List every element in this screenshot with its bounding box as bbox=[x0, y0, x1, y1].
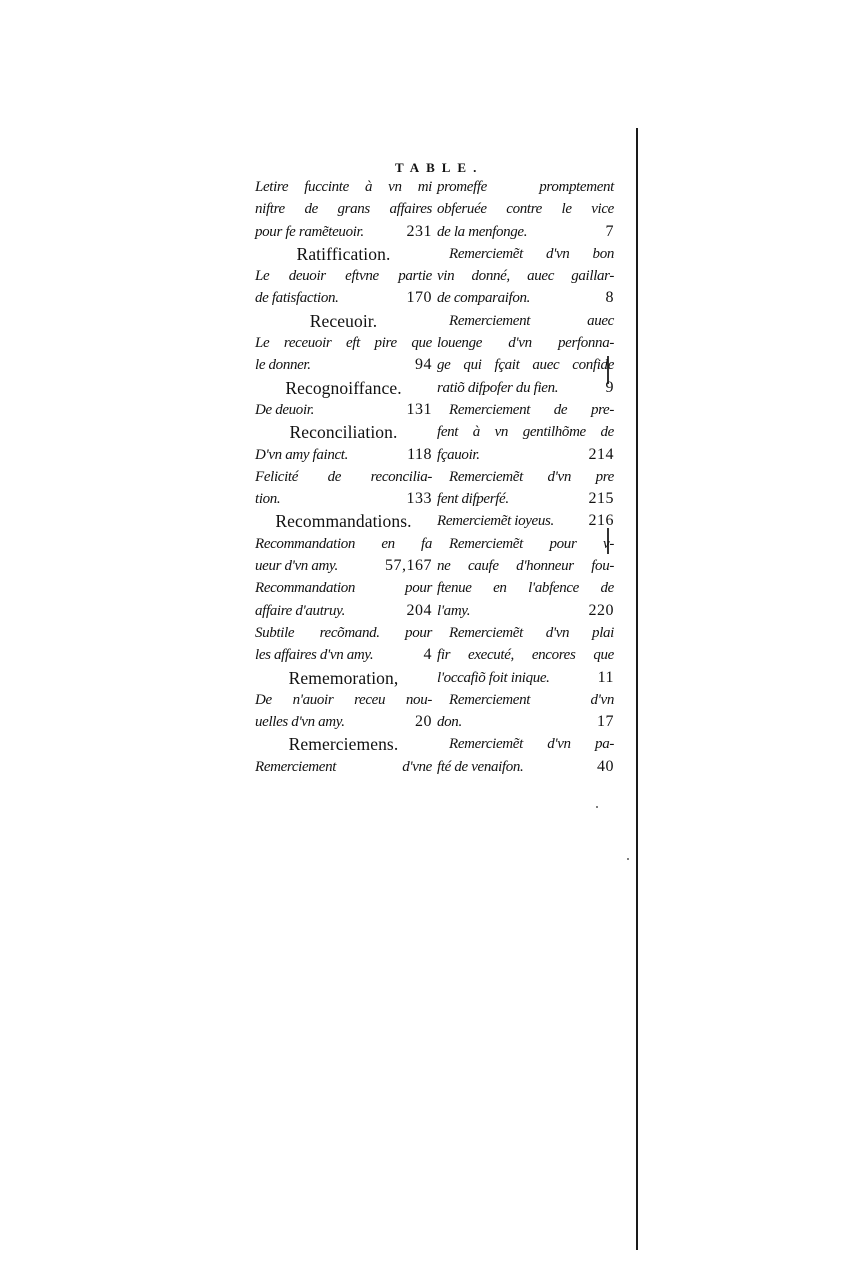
index-heading: Remerciemens. bbox=[288, 734, 399, 755]
page-number: 133 bbox=[406, 490, 432, 508]
entry-text: l'amy. bbox=[437, 602, 471, 619]
index-entry: Remerciement d'vn bbox=[449, 691, 614, 708]
index-entry: Felicité de reconcilia- bbox=[255, 468, 432, 485]
index-entry: Remerciement de pre- bbox=[449, 401, 614, 418]
page-number: 216 bbox=[588, 512, 614, 530]
page-number: 118 bbox=[407, 445, 432, 463]
entry-text: ratiõ difpofer du fien. bbox=[437, 379, 559, 396]
index-entry bbox=[437, 444, 614, 466]
index-entry bbox=[255, 711, 432, 733]
entry-text: uelles d'vn amy. bbox=[255, 714, 345, 731]
page-number: 4 bbox=[423, 646, 432, 664]
entry-text: les affaires d'vn amy. bbox=[255, 647, 374, 664]
page-number: 17 bbox=[597, 713, 614, 731]
entry-text: le donner. bbox=[255, 357, 311, 374]
entry-text: fté de venaifon. bbox=[437, 758, 524, 775]
page-number: 20 bbox=[415, 713, 432, 731]
entry-text: fçauoir. bbox=[437, 446, 480, 463]
index-entry: fent à vn gentilhõme de bbox=[437, 424, 614, 441]
index-entry: promeffe promptement bbox=[437, 179, 614, 195]
page-number: 8 bbox=[605, 289, 614, 307]
index-entry: Remerciemẽt pour v- bbox=[449, 535, 614, 552]
entry-text: de fatisfaction. bbox=[255, 290, 339, 307]
entry-text: l'occafiõ foit inique. bbox=[437, 669, 550, 686]
index-entry bbox=[437, 510, 614, 532]
index-entry: ge qui fçait auec confide bbox=[437, 357, 614, 374]
entry-text: don. bbox=[437, 714, 462, 731]
index-entry: Remerciement auec bbox=[449, 312, 614, 329]
right-column bbox=[437, 176, 614, 778]
entry-text: affaire d'autruy. bbox=[255, 602, 346, 619]
page-number: 215 bbox=[588, 490, 614, 508]
index-entry: ftenue en l'abfence de bbox=[437, 580, 614, 597]
index-entry: Remerciemẽt d'vn bon bbox=[449, 245, 614, 262]
index-entry: Le deuoir eftvne partie bbox=[255, 268, 432, 285]
index-entry bbox=[437, 377, 614, 399]
index-heading: Rememoration, bbox=[288, 667, 399, 688]
page-number: 40 bbox=[597, 757, 614, 775]
index-heading: Recommandations. bbox=[275, 511, 412, 532]
index-entry bbox=[255, 644, 432, 666]
index-entry bbox=[437, 221, 614, 243]
entry-text: D'vn amy fainct. bbox=[255, 446, 348, 463]
page-number: 57,167 bbox=[385, 557, 432, 575]
index-entry bbox=[255, 221, 432, 243]
page-number: 131 bbox=[406, 400, 432, 418]
index-entry bbox=[437, 667, 614, 689]
index-heading: Ratiffication. bbox=[296, 243, 391, 264]
page-number: 11 bbox=[597, 668, 614, 686]
index-entry: Letire fuccinte à vn mi bbox=[255, 179, 432, 195]
index-entry bbox=[255, 600, 432, 622]
index-entry bbox=[437, 711, 614, 733]
page-number: 220 bbox=[588, 601, 614, 619]
entry-text: de comparaifon. bbox=[437, 290, 531, 307]
index-entry: louenge d'vn perfonna- bbox=[437, 335, 614, 352]
index-entry: Remerciemẽt d'vn plai bbox=[449, 624, 614, 641]
index-entry: Subtile recõmand. pour bbox=[255, 624, 432, 641]
index-entry bbox=[255, 287, 432, 309]
entry-text: De deuoir. bbox=[255, 401, 314, 418]
index-heading: Reconciliation. bbox=[289, 422, 398, 443]
index-entry: obferuée contre le vice bbox=[437, 201, 614, 218]
page-number: 94 bbox=[415, 356, 432, 374]
index-entry: De n'auoir receu nou- bbox=[255, 691, 432, 708]
page-number: 170 bbox=[406, 289, 432, 307]
index-entry: ne caufe d'honneur fou- bbox=[437, 558, 614, 575]
page-edge-line bbox=[636, 128, 638, 1250]
page-number: 204 bbox=[406, 601, 432, 619]
entry-text: tion. bbox=[255, 491, 281, 508]
index-entry: vin donné, auec gaillar- bbox=[437, 268, 614, 285]
index-entry bbox=[437, 287, 614, 309]
speck bbox=[596, 806, 598, 808]
index-entry bbox=[255, 399, 432, 421]
index-entry: niftre de grans affaires bbox=[255, 201, 432, 218]
index-entry: Remerciemẽt d'vn pa- bbox=[449, 736, 614, 753]
left-column bbox=[255, 176, 432, 778]
speck bbox=[627, 858, 629, 860]
index-entry: fir executé, encores que bbox=[437, 647, 614, 664]
index-entry bbox=[437, 600, 614, 622]
index-entry bbox=[437, 756, 614, 778]
page-number: 7 bbox=[605, 222, 614, 240]
page-number: 231 bbox=[406, 222, 432, 240]
entry-text: ueur d'vn amy. bbox=[255, 558, 338, 575]
entry-text: Remerciemẽt ioyeus. bbox=[437, 513, 554, 530]
entry-text: pour fe ramẽteuoir. bbox=[255, 223, 364, 240]
index-entry bbox=[255, 444, 432, 466]
index-heading: Recognoiffance. bbox=[285, 377, 402, 398]
index-entry: Remerciement d'vne bbox=[255, 758, 432, 775]
index-entry: Le receuoir eft pire que bbox=[255, 335, 432, 352]
index-entry: Recommandation en fa bbox=[255, 535, 432, 552]
index-heading: Receuoir. bbox=[309, 310, 378, 331]
entry-text: de la menfonge. bbox=[437, 223, 528, 240]
page-header: TABLE. bbox=[395, 160, 484, 175]
index-entry bbox=[255, 354, 432, 376]
index-entry: Recommandation pour bbox=[255, 580, 432, 597]
index-entry bbox=[255, 488, 432, 510]
page-number: 9 bbox=[605, 378, 614, 396]
entry-text: fent difperfé. bbox=[437, 491, 509, 508]
index-entry bbox=[437, 488, 614, 510]
index-entry: Remerciemẽt d'vn pre bbox=[449, 468, 614, 485]
page-number: 214 bbox=[588, 445, 614, 463]
index-entry bbox=[255, 555, 432, 577]
